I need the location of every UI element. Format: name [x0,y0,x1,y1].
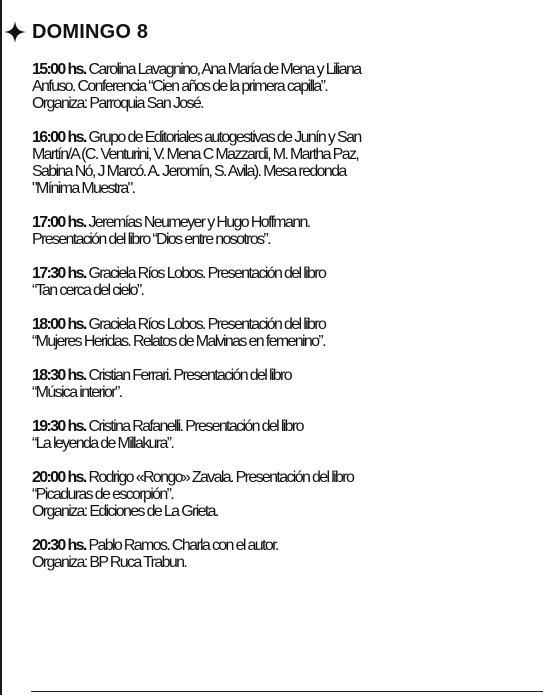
event-entry [32,367,542,401]
event-text-line: Grupo de Editoriales autogestivas de Junín y San [88,129,361,146]
event-text-line: Organiza: BP Ruca Trabun. [32,554,187,571]
event-entry [32,469,542,520]
event-text-line: Presentación del libro “Dios entre nosotros”. [32,231,270,248]
event-time: 20:00 hs. [32,469,86,486]
event-text-line: “Mujeres Heridas. Relatos de Malvinas en femenino”. [32,333,325,350]
event-entry [32,129,542,197]
event-time: 19:30 hs. [32,418,86,435]
event-text-line: Cristian Ferrari. Presentación del libro [88,367,291,384]
event-text-line: Rodrigo «Rongo» Zavala. Presentación del libro [88,469,354,486]
event-time: 18:00 hs. [32,316,86,333]
event-text-line: "Mínima Muestra". [32,180,135,197]
event-first-line [32,61,542,78]
event-text-line: “Picaduras de escorpión”. [32,486,174,503]
event-text-line: Martín/A (C. Venturini, V. Mena C Mazzardi, M. Martha Paz, [32,146,359,163]
event-first-line [32,469,542,486]
event-text-line: Jeremías Neumeyer y Hugo Hoffmann. [88,214,310,231]
event-first-line [32,129,542,146]
event-entry [32,61,542,112]
day-title: DOMINGO 8 [32,20,149,43]
event-text-line: Pablo Ramos. Charla con el autor. [88,537,278,554]
event-text-line: Organiza: Ediciones de La Grieta. [32,503,218,520]
event-text-line: Organiza: Parroquia San José. [32,95,203,112]
event-first-line [32,316,542,333]
event-entry [32,214,542,248]
event-time: 15:00 hs. [32,61,86,78]
event-text-line: Graciela Ríos Lobos. Presentación del libro [88,316,326,333]
event-time: 17:30 hs. [32,265,86,282]
bottom-rule [31,691,543,692]
event-time: 18:30 hs. [32,367,86,384]
event-text-line: “Tan cerca del cielo”. [32,282,144,299]
event-first-line [32,418,542,435]
event-text-line: Carolina Lavagnino, Ana María de Mena y Liliana [88,61,361,78]
event-time: 16:00 hs. [32,129,86,146]
event-entry [32,537,542,571]
event-text-line: Sabina Nó, J Marcó. A. Jeromín, S. Avila). Mesa redonda [32,163,346,180]
event-first-line [32,367,542,384]
left-border-rule [0,0,2,695]
four-point-star-icon [4,21,26,43]
day-header [4,17,148,47]
event-first-line [32,265,542,282]
event-text-line: Graciela Ríos Lobos. Presentación del libro [88,265,326,282]
event-text-line: “La leyenda de Millakura”. [32,435,174,452]
event-first-line [32,537,542,554]
event-text-line: “Música interior”. [32,384,122,401]
event-time: 20:30 hs. [32,537,86,554]
event-first-line [32,214,542,231]
events-list [32,61,542,588]
event-text-line: Anfuso. Conferencia “Cien años de la primera capilla”. [32,78,328,95]
event-entry [32,418,542,452]
event-time: 17:00 hs. [32,214,86,231]
event-entry [32,316,542,350]
event-entry [32,265,542,299]
event-text-line: Cristina Rafanelli. Presentación del libro [88,418,303,435]
